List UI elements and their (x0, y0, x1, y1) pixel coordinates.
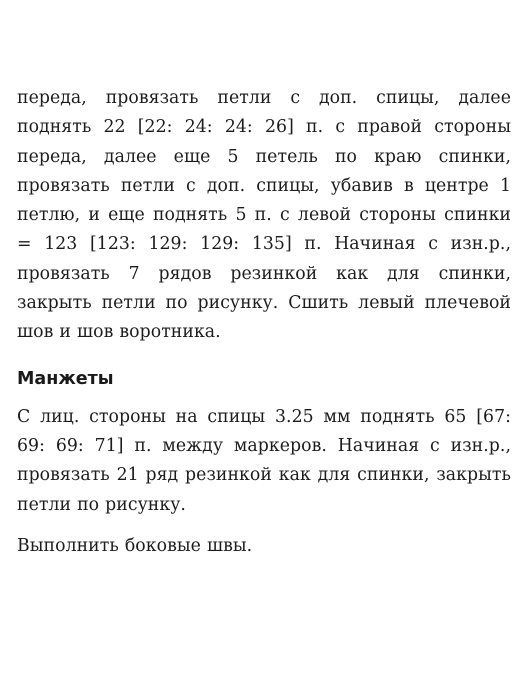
document-page (17, 78, 511, 561)
paragraph-cuffs-instructions: С лиц. стороны на спицы 3.25 мм поднять 65 [67: 69: 69: 71] п. между маркеров. Начиная с изн.р., провязать 21 ряд резинкой как для спинки, закрыть петли по рисунку. (17, 406, 511, 515)
paragraph-neckband-instructions: переда, провязать петли с доп. спицы, далее поднять 22 [22: 24: 24: 26] п. с правой стороны переда, далее еще 5 петель по краю спинки, провязать петли с доп. спицы, убавив в центре 1 петлю, и еще поднять 5 п. с левой стороны спинки = 123 [123: 129: 129: 135] п. Начиная с изн.р., провязать 7 рядов резинкой как для спинки, закрыть петли по рисунку. Сшить левый плечевой шов и шов воротника. (17, 88, 511, 343)
section-heading-cuffs: Манжеты (17, 368, 114, 389)
paragraph-side-seams: Выполнить боковые швы. (17, 535, 253, 556)
